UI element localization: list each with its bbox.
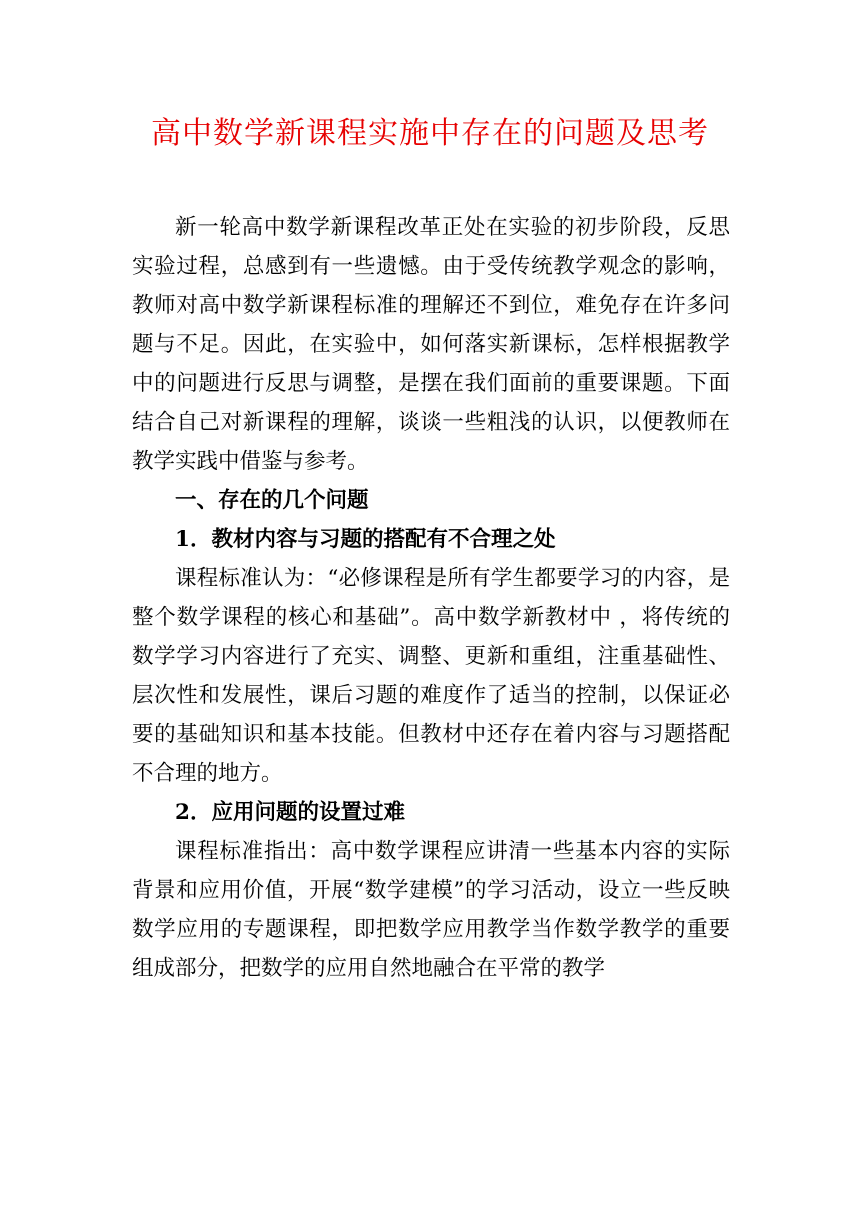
document-body [132, 208, 730, 988]
subsection-heading: 2．应用问题的设置过难 [175, 800, 405, 825]
section-heading: 一、存在的几个问题 [175, 488, 369, 513]
body-paragraph: 课程标准指出：高中数学课程应讲清一些基本内容的实际背景和应用价值，开展“数学建模”的学习活动，设立一些反映数学应用的专题课程，即把数学应用教学当作数学教学的重要组成部分，把数学的应用自然地融合在平常的教学 [132, 839, 730, 981]
body-paragraph: 课程标准认为：“必修课程是所有学生都要学习的内容，是整个数学课程的核心和基础”。高中数学新教材中 ，将传统的数学学习内容进行了充实、调整、更新和重组，注重基础性、层次性和发展性，课后习题的难度作了适当的控制，以保证必要的基础知识和基本技能。但教材中还存在着内容与习题搭配不合理的地方。 [132, 566, 730, 786]
document-title: 高中数学新课程实施中存在的问题及思考 [151, 116, 709, 151]
subsection-heading: 1．教材内容与习题的搭配有不合理之处 [175, 527, 556, 552]
intro-paragraph: 新一轮高中数学新课程改革正处在实验的初步阶段，反思实验过程，总感到有一些遗憾。由于受传统教学观念的影响，教师对高中数学新课程标准的理解还不到位，难免存在许多问题与不足。因此，在实验中，如何落实新课标，怎样根据教学中的问题进行反思与调整，是摆在我们面前的重要课题。下面结合自己对新课程的理解，谈谈一些粗浅的认识，以便教师在教学实践中借鉴与参考。 [132, 215, 730, 474]
